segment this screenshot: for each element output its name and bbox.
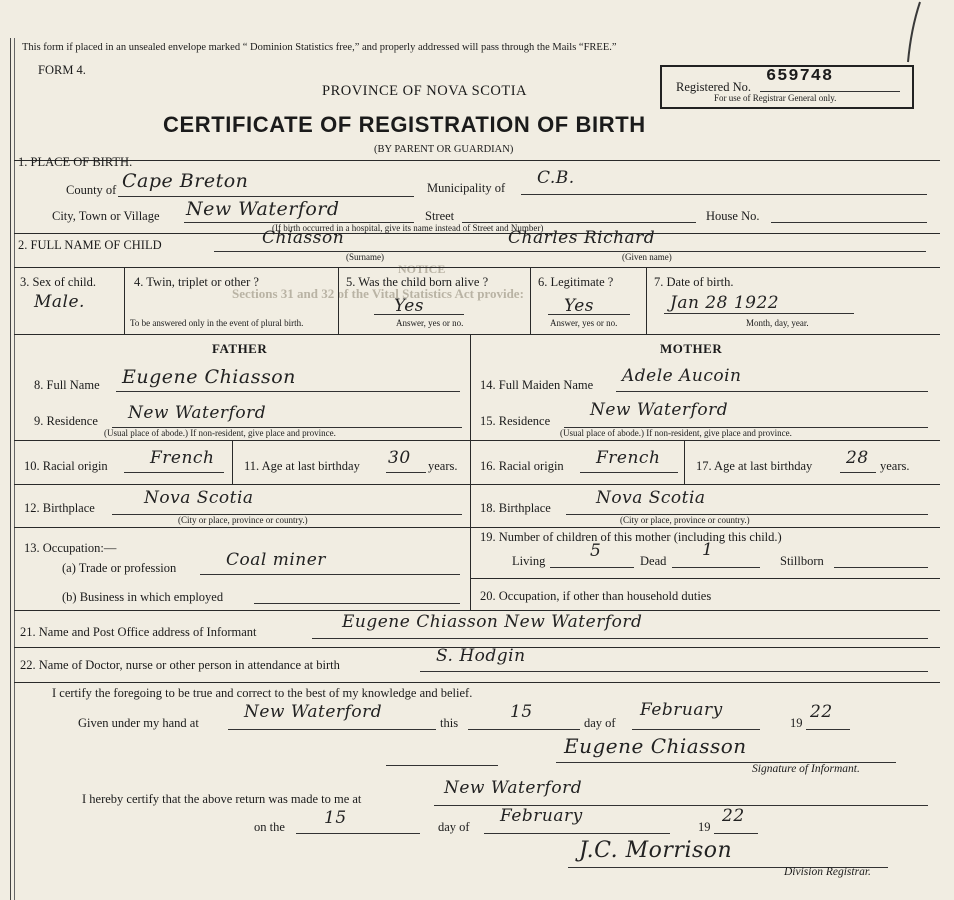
father-birthplace-field[interactable]: Nova Scotia bbox=[144, 488, 254, 508]
father-residence-label: 9. Residence bbox=[34, 414, 98, 428]
sex-label: 3. Sex of child. bbox=[20, 275, 97, 289]
reverse-notice-subheading: Sections 31 and 32 of the Vital Statistics Act provide: bbox=[232, 286, 524, 301]
legitimate-label: 6. Legitimate ? bbox=[538, 275, 614, 289]
divider-twin-alive bbox=[338, 267, 339, 334]
father-business-line bbox=[254, 603, 460, 604]
child-given-name-field[interactable]: Charles Richard bbox=[508, 228, 656, 248]
mother-age-label: 17. Age at last birthday bbox=[696, 459, 813, 473]
doctor-line bbox=[420, 671, 928, 672]
certificate-subtitle: (BY PARENT OR GUARDIAN) bbox=[374, 144, 514, 155]
divider-legit-dob bbox=[646, 267, 647, 334]
father-rule-birthplace bbox=[14, 484, 470, 485]
mother-rule-children bbox=[470, 527, 940, 528]
signature-of-informant-label: Signature of Informant. bbox=[752, 763, 860, 775]
registered-note: For use of Registrar General only. bbox=[714, 93, 837, 103]
reg-month-field[interactable]: February bbox=[500, 806, 583, 826]
county-label: County of bbox=[66, 183, 117, 197]
given-place-line bbox=[228, 729, 436, 730]
divider-alive-legit bbox=[530, 267, 531, 334]
hospital-note: (If birth occurred in a hospital, give its name instead of Street and Number) bbox=[272, 223, 544, 233]
mother-rule-occupation bbox=[470, 578, 940, 579]
father-age-line bbox=[386, 472, 426, 473]
father-residence-field[interactable]: New Waterford bbox=[128, 403, 267, 423]
county-field[interactable]: Cape Breton bbox=[122, 170, 249, 192]
legitimate-line bbox=[548, 314, 630, 315]
registered-number: 659748 bbox=[766, 67, 834, 86]
title-rule bbox=[14, 160, 940, 161]
this-label: this bbox=[440, 716, 459, 730]
father-trade-line bbox=[200, 574, 460, 575]
left-border-inner bbox=[14, 38, 15, 900]
alive-note: Answer, yes or no. bbox=[396, 318, 464, 328]
registration-number-box bbox=[660, 65, 914, 109]
form-number: FORM 4. bbox=[38, 63, 86, 77]
city-field[interactable]: New Waterford bbox=[186, 198, 340, 220]
row-rule-parents bbox=[14, 334, 940, 335]
father-business-label: (b) Business in which employed bbox=[62, 590, 224, 604]
living-line bbox=[550, 567, 634, 568]
given-year-prefix: 19 bbox=[790, 716, 803, 730]
informant-field[interactable]: Eugene Chiasson New Waterford bbox=[342, 612, 643, 632]
registrar-signature-text: J.C. Morrison bbox=[579, 838, 733, 863]
doctor-field[interactable]: S. Hodgin bbox=[436, 646, 526, 666]
mother-age-field[interactable]: 28 bbox=[846, 448, 869, 468]
certification-statement: I certify the foregoing to be true and correct to the best of my knowledge and belief. bbox=[52, 686, 473, 700]
alive-label: 5. Was the child born alive ? bbox=[346, 275, 489, 289]
father-racial-age-divider bbox=[232, 440, 233, 484]
given-year-field[interactable]: 22 bbox=[810, 702, 833, 722]
father-name-label: 8. Full Name bbox=[34, 378, 100, 392]
registered-no-label: Registered No. bbox=[676, 80, 751, 94]
mother-residence-label: 15. Residence bbox=[480, 414, 551, 428]
reg-day-line bbox=[296, 833, 420, 834]
living-label: Living bbox=[512, 554, 546, 568]
father-age-label: 11. Age at last birthday bbox=[244, 459, 360, 473]
mother-birthplace-field[interactable]: Nova Scotia bbox=[596, 488, 706, 508]
child-name-label: 2. FULL NAME OF CHILD bbox=[18, 238, 162, 252]
registrar-place-field[interactable]: New Waterford bbox=[444, 778, 583, 798]
mother-age-unit: years. bbox=[880, 459, 910, 473]
father-age-unit: years. bbox=[428, 459, 458, 473]
legitimate-field[interactable]: Yes bbox=[564, 296, 595, 316]
father-racial-label: 10. Racial origin bbox=[24, 459, 108, 473]
reg-day-field[interactable]: 15 bbox=[324, 808, 347, 828]
left-border bbox=[10, 38, 11, 900]
mother-racial-line bbox=[580, 472, 678, 473]
dead-label: Dead bbox=[640, 554, 667, 568]
reg-year-prefix: 19 bbox=[698, 820, 711, 834]
mother-heading: MOTHER bbox=[660, 341, 723, 356]
mail-notice: This form if placed in an unsealed envelope marked “ Dominion Statistics free,” and properly addressed will pass through the Mails “FREE.” bbox=[22, 42, 617, 53]
sex-field[interactable]: Male. bbox=[34, 292, 85, 312]
stillborn-line bbox=[834, 567, 928, 568]
reverse-notice-heading: NOTICE bbox=[398, 262, 446, 276]
father-heading: FATHER bbox=[212, 341, 268, 356]
registrar-statement: I hereby certify that the above return was made to me at bbox=[82, 792, 362, 806]
legitimate-note: Answer, yes or no. bbox=[550, 318, 618, 328]
doctor-label: 22. Name of Doctor, nurse or other person in attendance at birth bbox=[20, 658, 340, 672]
mother-name-label: 14. Full Maiden Name bbox=[480, 378, 594, 392]
house-no-line bbox=[771, 222, 927, 223]
division-registrar-label: Division Registrar. bbox=[784, 866, 871, 878]
father-trade-field[interactable]: Coal miner bbox=[226, 550, 326, 570]
given-day-of-label: day of bbox=[584, 716, 616, 730]
mother-occupation-label: 20. Occupation, if other than household duties bbox=[480, 589, 712, 603]
place-of-birth-label: 1. PLACE OF BIRTH. bbox=[18, 155, 133, 169]
divider-sex-twin bbox=[124, 267, 125, 334]
municipality-line bbox=[521, 194, 927, 195]
mother-residence-field[interactable]: New Waterford bbox=[590, 400, 729, 420]
municipality-field[interactable]: C.B. bbox=[537, 168, 575, 188]
stillborn-label: Stillborn bbox=[780, 554, 824, 568]
registered-underline bbox=[760, 91, 900, 92]
father-trade-label: (a) Trade or profession bbox=[62, 561, 177, 575]
alive-field[interactable]: Yes bbox=[394, 296, 425, 316]
alive-line bbox=[374, 314, 464, 315]
father-rule-racial bbox=[14, 440, 470, 441]
mother-name-field[interactable]: Adele Aucoin bbox=[622, 366, 742, 386]
mother-rule-racial bbox=[470, 440, 940, 441]
pencil-mark-icon bbox=[890, 0, 930, 70]
father-age-field[interactable]: 30 bbox=[388, 448, 411, 468]
informant-label: 21. Name and Post Office address of Informant bbox=[20, 625, 257, 639]
mother-racial-field[interactable]: French bbox=[596, 448, 661, 468]
province-heading: PROVINCE OF NOVA SCOTIA bbox=[322, 83, 527, 99]
reg-year-field[interactable]: 22 bbox=[722, 806, 745, 826]
given-place-field[interactable]: New Waterford bbox=[244, 702, 383, 722]
given-day-field[interactable]: 15 bbox=[510, 702, 533, 722]
reg-day-of-label: day of bbox=[438, 820, 470, 834]
father-name-field[interactable]: Eugene Chiasson bbox=[122, 366, 296, 388]
signature-short-line bbox=[386, 765, 498, 766]
mother-children-label: 19. Number of children of this mother (including this child.) bbox=[480, 530, 782, 544]
on-the-label: on the bbox=[254, 820, 285, 834]
informant-line bbox=[312, 638, 928, 639]
mother-residence-note: (Usual place of abode.) If non-resident, give place and province. bbox=[560, 428, 792, 438]
dead-line bbox=[672, 567, 760, 568]
father-rule-occupation bbox=[14, 527, 470, 528]
dob-note: Month, day, year. bbox=[746, 318, 809, 328]
county-line bbox=[118, 196, 414, 197]
given-under-hand-label: Given under my hand at bbox=[78, 716, 199, 730]
certificate-title: CERTIFICATE OF REGISTRATION OF BIRTH bbox=[163, 112, 646, 137]
row-rule-certification bbox=[14, 682, 940, 683]
city-label: City, Town or Village bbox=[52, 209, 160, 223]
child-surname-field[interactable]: Chiasson bbox=[262, 228, 345, 248]
father-racial-line bbox=[124, 472, 224, 473]
dob-label: 7. Date of birth. bbox=[654, 275, 734, 289]
mother-racial-age-divider bbox=[684, 440, 685, 484]
twin-label: 4. Twin, triplet or other ? bbox=[134, 275, 259, 289]
dob-field[interactable]: Jan 28 1922 bbox=[670, 293, 780, 313]
father-name-line bbox=[116, 391, 460, 392]
street-label: Street bbox=[425, 209, 455, 223]
mother-name-line bbox=[616, 391, 928, 392]
mother-birthplace-note: (City or place, province or country.) bbox=[620, 515, 750, 525]
mother-birthplace-label: 18. Birthplace bbox=[480, 501, 551, 515]
twin-note: To be answered only in the event of plural birth. bbox=[130, 318, 304, 328]
father-racial-field[interactable]: French bbox=[150, 448, 215, 468]
given-month-field[interactable]: February bbox=[640, 700, 723, 720]
row-rule-child-name bbox=[14, 233, 940, 234]
parents-divider bbox=[470, 334, 471, 610]
father-birthplace-note: (City or place, province or country.) bbox=[178, 515, 308, 525]
father-birthplace-label: 12. Birthplace bbox=[24, 501, 95, 515]
informant-signature-text: Eugene Chiasson bbox=[564, 734, 747, 758]
mother-rule-birthplace bbox=[470, 484, 940, 485]
surname-caption: (Surname) bbox=[346, 252, 384, 262]
municipality-label: Municipality of bbox=[427, 181, 506, 195]
row-rule-sex bbox=[14, 267, 940, 268]
mother-racial-label: 16. Racial origin bbox=[480, 459, 564, 473]
house-no-label: House No. bbox=[706, 209, 760, 223]
child-name-line bbox=[214, 251, 926, 252]
given-name-caption: (Given name) bbox=[622, 252, 672, 262]
mother-age-line bbox=[840, 472, 876, 473]
dead-field[interactable]: 1 bbox=[702, 540, 714, 560]
row-rule-informant bbox=[14, 610, 940, 611]
living-field[interactable]: 5 bbox=[590, 541, 602, 561]
dob-line bbox=[664, 313, 854, 314]
father-residence-note: (Usual place of abode.) If non-resident, give place and province. bbox=[104, 428, 336, 438]
father-occupation-label: 13. Occupation:— bbox=[24, 541, 117, 555]
